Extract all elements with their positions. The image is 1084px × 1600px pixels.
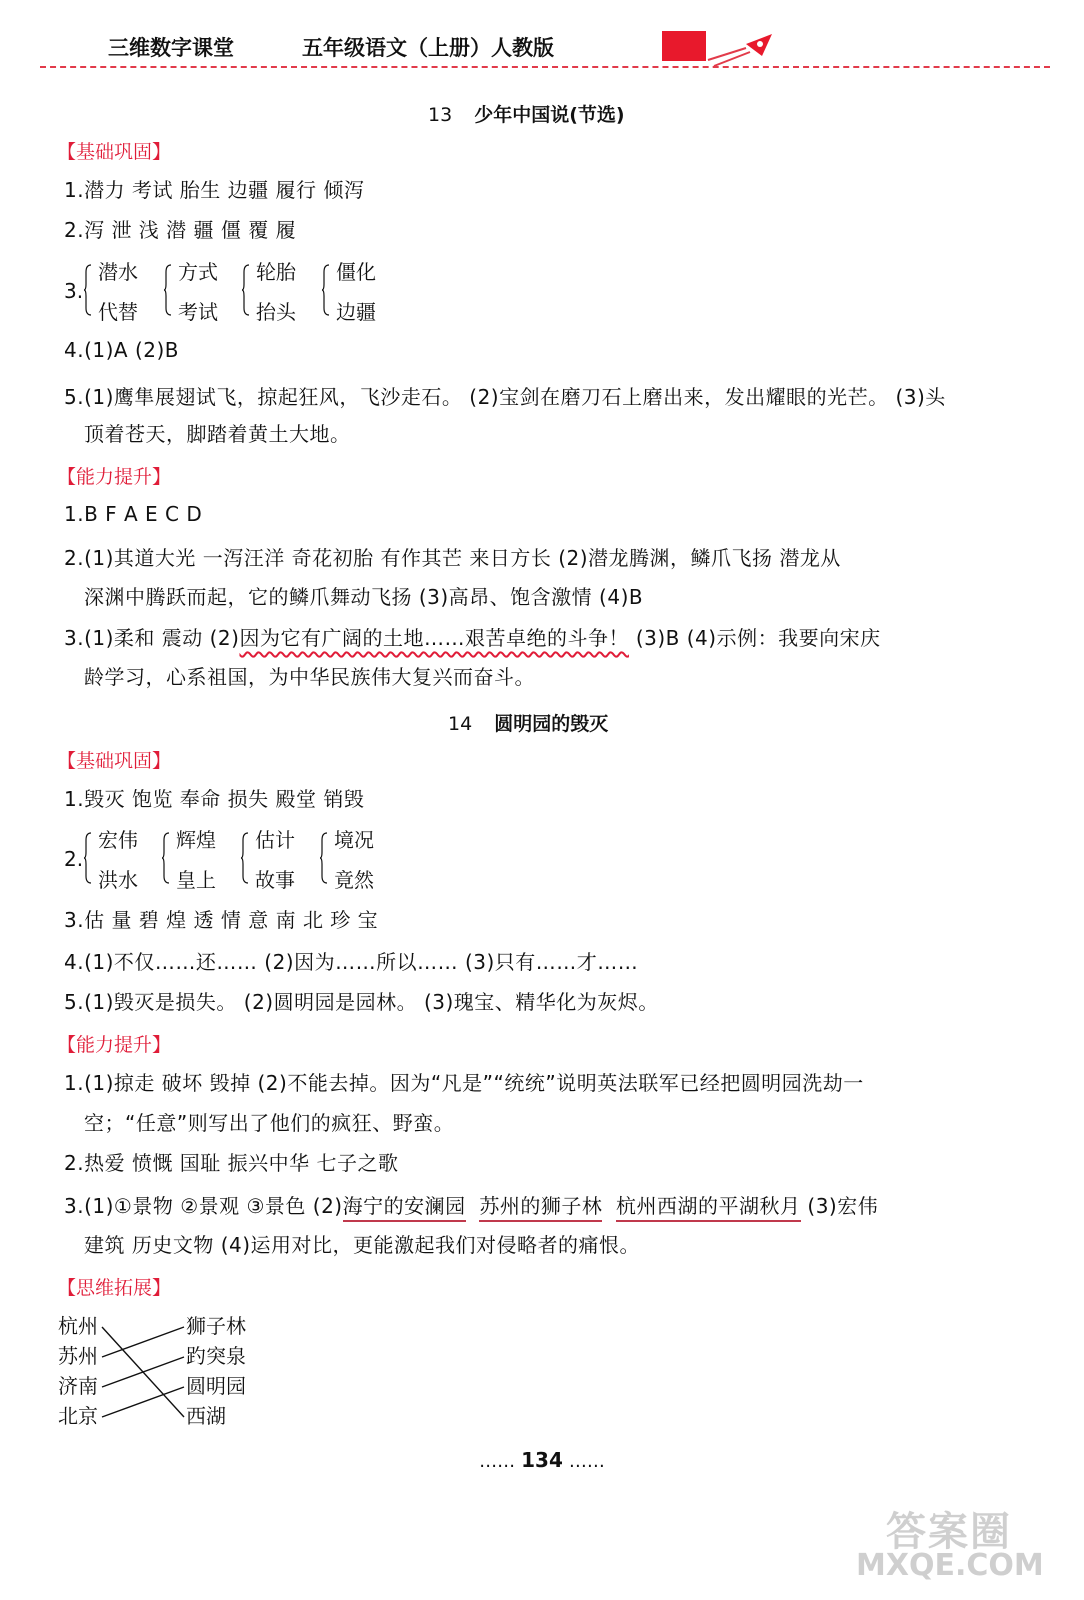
page-dots: …… [568, 1451, 605, 1472]
answer-line: 深渊中腾跃而起，它的鳞爪舞动飞扬 (3)高昂、饱含激情 (4)B [84, 585, 644, 609]
group-top-word: 辉煌 [176, 828, 216, 852]
answer-line: 龄学习，心系祖国，为中华民族伟大复兴而奋斗。 [84, 665, 535, 689]
answer-text: (3)宏伟 [800, 1194, 879, 1218]
answer-line: 1.B F A E C D [64, 502, 203, 526]
group-bottom-word: 皇上 [176, 868, 216, 892]
page-number: 134 [521, 1448, 563, 1472]
answer-line: 4.(1)不仅……还…… (2)因为……所以…… (3)只有……才…… [64, 950, 639, 974]
answer-line: 5.(1)鹰隼展翅试飞，掠起狂风，飞沙走石。 (2)宝剑在磨刀石上磨出来，发出耀眼的光芒。 (3)头 [64, 385, 946, 409]
wavy-underlined-text: 因为它有广阔的土地……艰苦卓绝的斗争！ [239, 626, 629, 650]
answer-line: 建筑 历史文物 (4)运用对比，更能激起我们对侵略者的痛恨。 [84, 1233, 641, 1257]
match-left-word: 苏州 [58, 1344, 98, 1368]
match-left-word: 北京 [58, 1404, 98, 1428]
question-number: 3. [64, 279, 84, 303]
group-top-word: 方式 [178, 260, 218, 284]
answer-text: 3.(1)①景物 ②景观 ③景色 (2) [64, 1194, 343, 1218]
book-subject-title: 五年级语文（上册）人教版 [302, 36, 554, 60]
underlined-text: 海宁的安澜园 [343, 1194, 466, 1222]
answer-line: 2.(1)其道大光 一泻汪洋 奇花初胎 有作其芒 来日方长 (2)潜龙腾渊，鳞爪飞扬 潜龙从 [64, 546, 841, 570]
group-bottom-word: 考试 [178, 300, 218, 324]
underlined-text: 杭州西湖的平湖秋月 [616, 1194, 801, 1222]
watermark-text: 答案圈 [886, 1509, 1012, 1555]
lesson-name: 少年中国说(节选) [474, 104, 625, 126]
section-ability-14: 【能力提升】 [57, 1034, 172, 1056]
group-top-word: 估计 [255, 828, 295, 852]
lesson-number: 13 [428, 104, 453, 126]
group-bottom-word: 边疆 [336, 300, 376, 324]
watermark-domain: MXQE.COM [856, 1548, 1044, 1583]
underlined-text: 苏州的狮子林 [479, 1194, 602, 1222]
answer-line: 4.(1)A (2)B [64, 338, 180, 362]
group-bottom-word: 故事 [255, 868, 295, 892]
answer-line: 1.毁灭 饱览 奉命 损失 殿堂 销毁 [64, 787, 365, 811]
match-right-word: 西湖 [186, 1404, 226, 1428]
section-ability-13: 【能力提升】 [57, 466, 172, 488]
match-connector-line [102, 1327, 184, 1357]
answer-line: 5.(1)毁灭是损失。 (2)圆明园是园林。 (3)瑰宝、精华化为灰烬。 [64, 990, 659, 1014]
answer-line: 2.泻 泄 浅 潜 疆 僵 覆 履 [64, 218, 297, 242]
match-right-word: 狮子林 [186, 1314, 246, 1338]
match-left-word: 杭州 [58, 1314, 98, 1338]
group-top-word: 宏伟 [98, 828, 138, 852]
question-number: 2. [64, 847, 84, 871]
match-connector-line [102, 1357, 184, 1387]
group-bottom-word: 竟然 [334, 868, 374, 892]
group-top-word: 境况 [334, 828, 374, 852]
match-right-word: 圆明园 [186, 1374, 246, 1398]
match-connector-line [102, 1387, 184, 1417]
section-thinking: 【思维拓展】 [57, 1277, 172, 1299]
lesson-number: 14 [448, 713, 473, 735]
answer-line: 3.估 量 碧 煌 透 情 意 南 北 珍 宝 [64, 908, 379, 932]
group-bottom-word: 洪水 [98, 868, 138, 892]
section-basic-13: 【基础巩固】 [57, 141, 172, 163]
answer-line: 顶着苍天，脚踏着黄土大地。 [84, 422, 351, 446]
page-number-footer [0, 1448, 1084, 1472]
page-dots: …… [479, 1451, 516, 1472]
answer-line: 2.热爱 愤慨 国耻 振兴中华 七子之歌 [64, 1151, 399, 1175]
answer-line: 1.(1)掠走 破坏 毁掉 (2)不能去掉。因为“凡是”“统统”说明英法联军已经把圆明园洗劫一 [64, 1071, 864, 1095]
group-top-word: 潜水 [98, 260, 138, 284]
group-top-word: 轮胎 [256, 260, 296, 284]
answer-text: (3)B (4)示例：我要向宋庆 [628, 626, 881, 650]
group-top-word: 僵化 [336, 260, 376, 284]
match-left-word: 济南 [58, 1374, 98, 1398]
group-bottom-word: 代替 [98, 300, 138, 324]
book-series-title: 三维数字课堂 [108, 36, 234, 60]
lesson-name: 圆明园的毁灭 [494, 713, 609, 735]
section-basic-14: 【基础巩固】 [57, 750, 172, 772]
answer-text: 3.(1)柔和 震动 (2) [64, 626, 240, 650]
group-bottom-word: 抬头 [256, 300, 296, 324]
match-right-word: 趵突泉 [186, 1344, 246, 1368]
answer-line: 空；“任意”则写出了他们的疯狂、野蛮。 [84, 1111, 455, 1135]
answer-line: 1.潜力 考试 胎生 边疆 履行 倾泻 [64, 178, 365, 202]
watermark-logo [856, 1500, 1056, 1590]
